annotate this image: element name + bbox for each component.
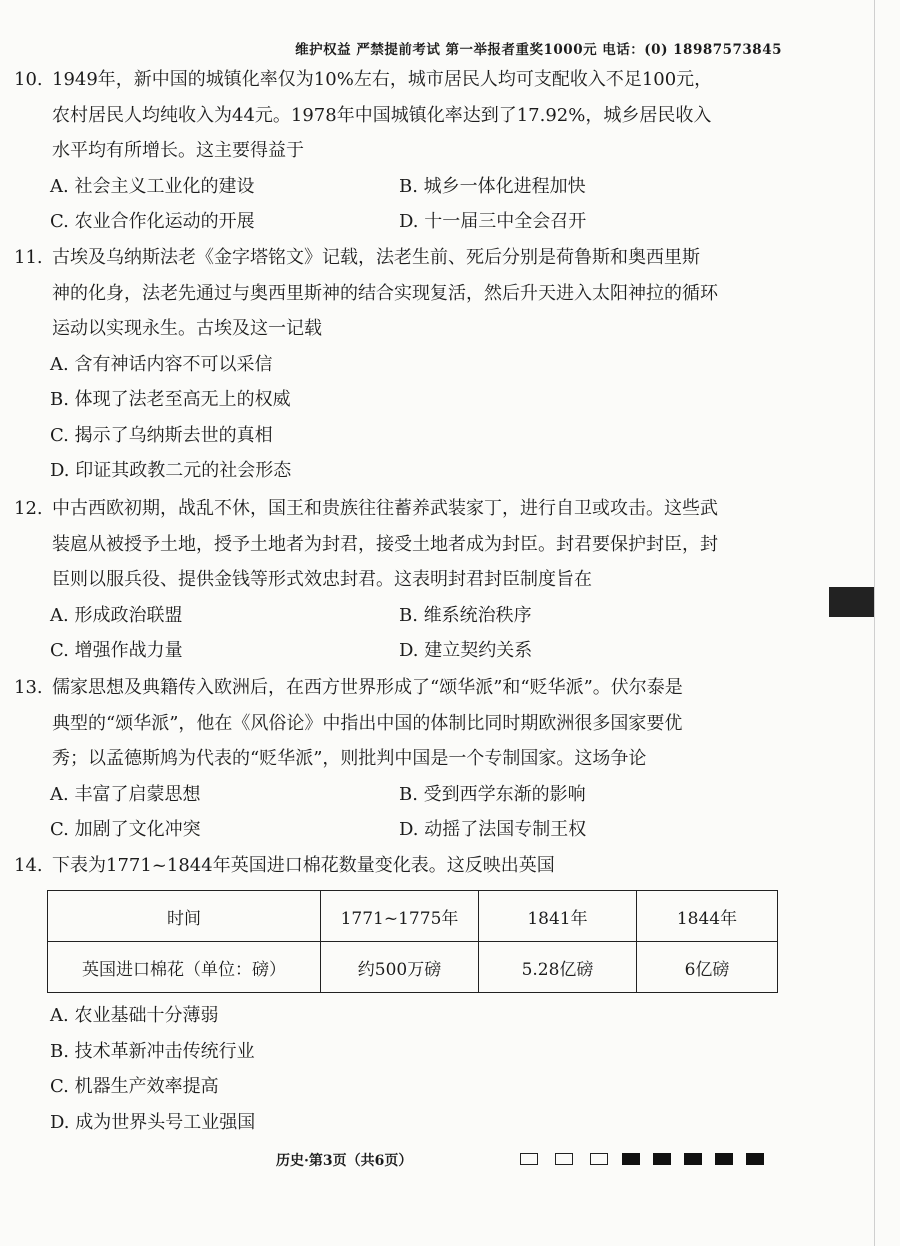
question-number: 12. [14, 498, 43, 519]
question-number: 14. [14, 855, 43, 876]
option-c: C. 农业合作化运动的开展 [50, 211, 255, 232]
table-cell: 英国进口棉花（单位：磅） [48, 942, 321, 993]
table-cell: 6亿磅 [637, 942, 778, 993]
stem-line: 儒家思想及典籍传入欧洲后，在西方世界形成了“颂华派”和“贬华派”。伏尔泰是 [52, 677, 683, 698]
option-b: B. 体现了法老至高无上的权威 [50, 389, 291, 410]
question-stem [14, 62, 789, 169]
question-13 [14, 670, 789, 848]
table-header-cell: 时间 [48, 891, 321, 942]
option-d: D. 印证其政教二元的社会形态 [50, 460, 292, 481]
open-square-mark [520, 1153, 538, 1165]
stem-line: 古埃及乌纳斯法老《金字塔铭文》记载，法老生前、死后分别是荷鲁斯和奥西里斯 [52, 247, 700, 268]
option-c: C. 加剧了文化冲突 [50, 819, 201, 840]
open-square-mark [555, 1153, 573, 1165]
stem-line: 下表为1771~1844年英国进口棉花数量变化表。这反映出英国 [52, 855, 555, 876]
table-header-cell: 1841年 [479, 891, 637, 942]
option-row [14, 169, 789, 205]
stem-line: 神的化身，法老先通过与奥西里斯神的结合实现复活，然后升天进入太阳神拉的循环 [52, 282, 718, 304]
option-row [14, 204, 789, 240]
question-14 [14, 848, 789, 884]
question-number: 10. [14, 69, 43, 90]
option-b: B. 城乡一体化进程加快 [399, 175, 586, 197]
option-a: A. 形成政治联盟 [50, 604, 183, 626]
question-number: 13. [14, 677, 43, 698]
stem-line: 臣则以服兵役、提供金钱等形式效忠封君。这表明封君封臣制度旨在 [52, 569, 592, 590]
option-b: B. 技术革新冲击传统行业 [50, 1040, 255, 1062]
filled-square-mark [746, 1153, 764, 1165]
question-10 [14, 62, 789, 240]
filled-square-mark [684, 1153, 702, 1165]
filled-square-mark [622, 1153, 640, 1165]
stem-line: 中古西欧初期，战乱不休，国王和贵族往往蓄养武装家丁，进行自卫或攻击。这些武 [52, 498, 718, 519]
option-row [14, 812, 789, 848]
question-stem [14, 670, 789, 777]
page-edge [874, 0, 875, 1246]
option-a: A. 社会主义工业化的建设 [50, 175, 255, 197]
open-square-mark [590, 1153, 608, 1165]
table-row [48, 942, 778, 993]
stem-line: 典型的“颂华派”，他在《风俗论》中指出中国的体制比同时期欧洲很多国家要优 [52, 712, 683, 734]
table-cell: 5.28亿磅 [479, 942, 637, 993]
option-d: D. 建立契约关系 [399, 640, 533, 661]
option-a: A. 丰富了启蒙思想 [50, 783, 201, 805]
option-c: C. 机器生产效率提高 [50, 1076, 219, 1097]
stem-line: 秀；以孟德斯鸠为代表的“贬华派”，则批判中国是一个专制国家。这场争论 [52, 748, 647, 769]
stem-line: 装扈从被授予土地，授予土地者为封君，接受土地者成为封臣。封君要保护封臣，封 [52, 533, 718, 555]
anti-cheat-header: 维护权益 严禁提前考试 第一举报者重奖1000元 电话：(0) 18987573845 [295, 42, 782, 58]
option-d: D. 成为世界头号工业强国 [50, 1111, 256, 1133]
option-a: A. 含有神话内容不可以采信 [50, 353, 273, 375]
option-c: C. 增强作战力量 [50, 640, 183, 661]
stem-line: 水平均有所增长。这主要得益于 [52, 140, 304, 161]
question-stem [14, 240, 789, 347]
section-tab-marker [829, 587, 874, 617]
option-b: B. 受到西学东渐的影响 [399, 783, 586, 805]
option-b: B. 维系统治秩序 [399, 604, 532, 626]
table-cell: 约500万磅 [321, 942, 479, 993]
option-row [14, 777, 789, 813]
option-a: A. 农业基础十分薄弱 [50, 1005, 219, 1026]
option-row [14, 598, 789, 634]
question-11 [14, 240, 789, 489]
filled-square-mark [653, 1153, 671, 1165]
question-number: 11. [14, 247, 43, 268]
option-c: C. 揭示了乌纳斯去世的真相 [50, 424, 273, 446]
option-d: D. 动摇了法国专制王权 [399, 819, 587, 840]
cotton-import-table [47, 890, 778, 993]
table-header-cell: 1771~1775年 [321, 891, 479, 942]
stem-line: 农村居民人均纯收入为44元。1978年中国城镇化率达到了17.92%，城乡居民收入 [52, 104, 712, 126]
stem-line: 1949年，新中国的城镇化率仅为10%左右，城市居民人均可支配收入不足100元， [52, 69, 713, 90]
filled-square-mark [715, 1153, 733, 1165]
option-row [14, 633, 789, 669]
question-stem [14, 491, 789, 598]
question-14-options [14, 998, 789, 1140]
table-header-row [48, 891, 778, 942]
table-header-cell: 1844年 [637, 891, 778, 942]
question-12 [14, 491, 789, 669]
stem-line: 运动以实现永生。古埃及这一记载 [52, 318, 322, 339]
question-stem [14, 848, 789, 884]
option-d: D. 十一届三中全会召开 [399, 211, 587, 232]
page-footer: 历史·第3页（共6页） [276, 1153, 413, 1169]
